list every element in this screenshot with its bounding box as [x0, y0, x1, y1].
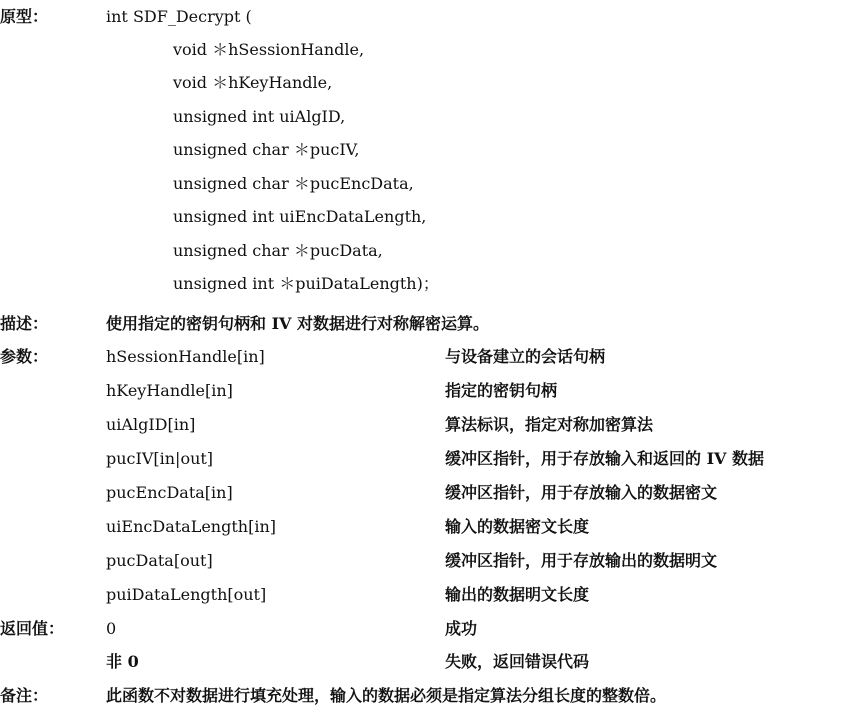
- param-name: uiAlgID[in]: [106, 415, 196, 434]
- prototype-param: unsigned int uiAlgID,: [173, 107, 346, 126]
- prototype-param: unsigned int ＊puiDataLength)；: [173, 274, 439, 293]
- prototype-param: void ＊hSessionHandle,: [173, 40, 365, 59]
- param-desc: 缓冲区指针，用于存放输出的数据明文: [445, 551, 718, 570]
- prototype-label: 原型：: [0, 7, 49, 26]
- param-desc: 输入的数据密文长度: [445, 517, 590, 536]
- prototype-param: void ＊hKeyHandle,: [173, 73, 333, 92]
- return-value-desc: 失败，返回错误代码: [445, 652, 590, 671]
- return-value-label: 返回值：: [0, 619, 65, 638]
- prototype-param: unsigned int uiEncDataLength,: [173, 207, 427, 226]
- param-name: hKeyHandle[in]: [106, 381, 233, 400]
- param-desc: 算法标识，指定对称加密算法: [445, 415, 654, 434]
- function-signature: int SDF_Decrypt (: [106, 7, 252, 26]
- notes-text: 此函数不对数据进行填充处理，输入的数据必须是指定算法分组长度的整数倍。: [106, 686, 667, 705]
- return-value: 非 0: [106, 652, 139, 671]
- param-desc: 与设备建立的会话句柄: [445, 347, 606, 366]
- parameters-label: 参数：: [0, 347, 49, 366]
- prototype-param: unsigned char ＊pucData,: [173, 241, 383, 260]
- description-text: 使用指定的密钥句柄和 IV 对数据进行对称解密运算。: [106, 314, 490, 333]
- prototype-param: unsigned char ＊pucIV,: [173, 140, 360, 159]
- notes-label: 备注：: [0, 686, 49, 705]
- param-name: pucIV[in|out]: [106, 449, 214, 468]
- param-name: puiDataLength[out]: [106, 585, 267, 604]
- return-value: 0: [106, 619, 117, 638]
- description-label: 描述：: [0, 314, 49, 333]
- param-name: uiEncDataLength[in]: [106, 517, 276, 536]
- param-desc: 缓冲区指针，用于存放输入的数据密文: [445, 483, 718, 502]
- param-name: pucData[out]: [106, 551, 213, 570]
- param-desc: 输出的数据明文长度: [445, 585, 590, 604]
- param-desc: 指定的密钥句柄: [445, 381, 558, 400]
- param-name: pucEncData[in]: [106, 483, 233, 502]
- prototype-param: unsigned char ＊pucEncData,: [173, 174, 414, 193]
- return-value-desc: 成功: [445, 619, 478, 638]
- param-desc: 缓冲区指针，用于存放输入和返回的 IV 数据: [445, 449, 765, 468]
- param-name: hSessionHandle[in]: [106, 347, 265, 366]
